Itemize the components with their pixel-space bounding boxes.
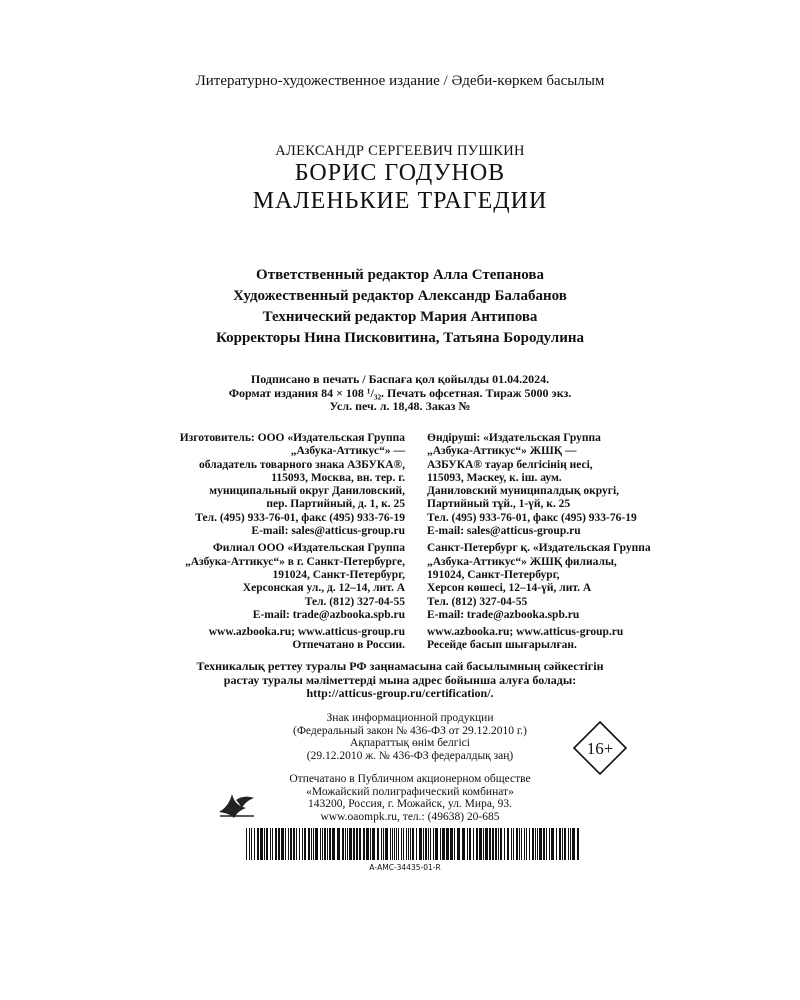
barcode-bar — [479, 828, 482, 860]
barcode-bar — [492, 828, 494, 860]
certification-url: http://atticus-group.ru/certification/. — [306, 686, 494, 700]
address-line: Херсон көшесі, 12–14-үй, лит. А — [427, 582, 592, 595]
barcode-bar — [549, 828, 550, 860]
phone-line: Тел. (812) 327-04-55 — [304, 595, 405, 608]
address-line: АЗБУКА® тауар белгісінің иесі, — [427, 458, 593, 471]
barcode-bar — [359, 828, 361, 860]
barcode-bar — [495, 828, 497, 860]
age-rating-badge — [572, 720, 628, 776]
barcode-bar — [353, 828, 355, 860]
barcode-bar — [435, 828, 438, 860]
barcode-bar — [285, 828, 286, 860]
barcode-bar — [423, 828, 424, 860]
email-line: E-mail: trade@azbooka.spb.ru — [427, 608, 580, 621]
barcode-bar — [529, 828, 530, 860]
barcode-bar — [498, 828, 499, 860]
barcode-bar — [293, 828, 295, 860]
phone-line: Тел. (495) 933-76-01, факс (495) 933-76-19 — [195, 511, 405, 524]
barcode-bar — [313, 828, 314, 860]
address-line: 191024, Санкт-Петербург, — [272, 568, 405, 581]
barcode-bar — [304, 828, 306, 860]
barcode-bar — [266, 828, 268, 860]
barcode-text: А-АМС-34435-01-R — [369, 863, 441, 872]
sign-line: Знак информационной продукции — [326, 712, 494, 724]
address-line: „Азбука-Аттикус“» в г. Санкт-Петербурге, — [184, 555, 405, 568]
barcode-bar — [572, 828, 575, 860]
website-line: www.azbooka.ru; www.atticus-group.ru — [208, 626, 405, 639]
barcode-bar — [403, 828, 404, 860]
address-line: 191024, Санкт-Петербург, — [427, 568, 560, 581]
barcode-bar — [370, 828, 371, 860]
address-line: муниципальный округ Даниловский, — [209, 485, 405, 498]
barcode-bar — [390, 828, 391, 860]
barcode-bar — [377, 828, 379, 860]
barcode-bar — [489, 828, 491, 860]
barcode-bar — [398, 828, 399, 860]
barcode-bar — [504, 828, 505, 860]
book-title-1: БОРИС ГОДУНОВ — [294, 160, 506, 186]
barcode-bar — [290, 828, 292, 860]
barcode-bar — [570, 828, 571, 860]
barcode-bar — [524, 828, 525, 860]
address-line: Херсонская ул., д. 12–14, лит. А — [242, 582, 405, 595]
barcode-bar — [564, 828, 566, 860]
barcode-bar — [577, 828, 579, 860]
barcode-bar — [254, 828, 255, 860]
barcode-bar — [526, 828, 527, 860]
barcode-bar — [320, 828, 321, 860]
barcode-bar — [428, 828, 429, 860]
barcode-bar — [311, 828, 312, 860]
barcode-bar — [469, 828, 471, 860]
barcode-bar — [372, 828, 375, 860]
manufacturer-ru — [105, 432, 405, 657]
barcode-bar — [363, 828, 365, 860]
manufacturer-ru-main — [105, 432, 405, 538]
barcode-bar — [272, 828, 273, 860]
barcode-bar — [513, 828, 514, 860]
barcode-bar — [278, 828, 280, 860]
barcode-bar — [260, 828, 263, 860]
phone-line: Тел. (495) 933-76-01, факс (495) 933-76-19 — [427, 511, 637, 524]
barcode-bar — [302, 828, 303, 860]
barcode-bar — [385, 828, 388, 860]
barcode-bar — [383, 828, 384, 860]
address-line: обладатель товарного знака АЗБУКА®, — [198, 458, 405, 471]
credit-technical-editor: Технический редактор Мария Антипова — [262, 309, 538, 325]
barcode-bar — [406, 828, 407, 860]
plant-line: Отпечатано в Публичном акционерном обществе — [289, 773, 531, 785]
address-line: Изготовитель: ООО «Издательская Группа — [179, 432, 405, 444]
manufacturer-ru-branch — [105, 542, 405, 622]
barcode-bar — [394, 828, 395, 860]
address-line: Филиал ООО «Издательская Группа — [212, 542, 405, 555]
barcode-bar — [408, 828, 409, 860]
barcode-bar — [381, 828, 382, 860]
manufacturer-kz-branch — [427, 542, 727, 622]
age-rating-text: 16+ — [586, 739, 614, 758]
barcode-bar — [454, 828, 455, 860]
address-line: 115093, Мәскеу, к. іш. аум. — [427, 471, 562, 484]
author-name: АЛЕКСАНДР СЕРГЕЕВИЧ ПУШКИН — [275, 143, 525, 159]
barcode — [246, 828, 580, 860]
email-line: E-mail: sales@atticus-group.ru — [251, 525, 405, 538]
barcode-bar — [412, 828, 414, 860]
barcode-bar — [519, 828, 520, 860]
barcode-bar — [410, 828, 411, 860]
plant-line: «Можайский полиграфический комбинат» — [306, 785, 514, 798]
barcode-bar — [349, 828, 352, 860]
barcode-bar — [433, 828, 434, 860]
sign-line: (29.12.2010 ж. № 436-ФЗ федералдық заң) — [306, 749, 514, 762]
print-signed: Подписано в печать / Баспаға қол қойылды 01.04.2024. — [250, 372, 550, 386]
barcode-bar — [457, 828, 460, 860]
barcode-bar — [462, 828, 465, 860]
address-line: Партийный тұй., 1-үй, к. 25 — [427, 498, 571, 511]
barcode-bar — [337, 828, 340, 860]
barcode-bar — [559, 828, 561, 860]
barcode-bar — [246, 828, 247, 860]
barcode-bar — [270, 828, 271, 860]
barcode-bar — [392, 828, 393, 860]
printed-in-line: Ресейде басып шығарылған. — [427, 639, 577, 652]
address-line: 115093, Москва, вн. тер. г. — [271, 471, 405, 484]
manufacturer-kz-main — [427, 432, 727, 538]
info-product-sign — [255, 712, 565, 762]
barcode-bar — [500, 828, 502, 860]
barcode-bar — [543, 828, 545, 860]
barcode-bar — [440, 828, 441, 860]
address-line: пер. Партийный, д. 1, к. 25 — [266, 498, 405, 511]
address-line: „Азбука-Аттикус“» — — [290, 445, 405, 458]
barcode-bar — [329, 828, 331, 860]
barcode-bar — [332, 828, 335, 860]
barcode-bar — [507, 828, 509, 860]
barcode-bar — [366, 828, 369, 860]
barcode-bar — [450, 828, 453, 860]
barcode-bar — [568, 828, 569, 860]
plant-line: 143200, Россия, г. Можайск, ул. Мира, 93. — [307, 798, 513, 811]
printed-in-line: Отпечатано в России. — [292, 639, 405, 652]
address-line: Даниловский муниципалдық округі, — [427, 485, 620, 498]
barcode-bar — [516, 828, 518, 860]
barcode-bar — [476, 828, 478, 860]
barcode-bar — [296, 828, 297, 860]
barcode-bar — [562, 828, 563, 860]
address-line: „Азбука-Аттикус“» ЖШҚ — — [427, 445, 577, 458]
credit-art-editor: Художественный редактор Александр Балабанов — [233, 288, 567, 304]
edition-type-header: Литературно-художественное издание / Әдеби-көркем басылым — [195, 73, 605, 89]
barcode-bar — [308, 828, 310, 860]
manufacturer-kz-web — [427, 626, 727, 653]
barcode-bar — [483, 828, 484, 860]
barcode-bar — [521, 828, 522, 860]
barcode-bar — [485, 828, 488, 860]
print-info — [0, 373, 800, 414]
barcode-bar — [345, 828, 346, 860]
barcode-bar — [315, 828, 318, 860]
barcode-bar — [356, 828, 358, 860]
sign-line: Ақпараттық өнім белгісі — [350, 737, 470, 750]
phone-line: Тел. (812) 327-04-55 — [427, 595, 528, 608]
email-line: E-mail: sales@atticus-group.ru — [427, 525, 581, 538]
book-title-2: МАЛЕНЬКИЕ ТРАГЕДИИ — [252, 188, 548, 214]
barcode-bar — [446, 828, 449, 860]
barcode-bar — [419, 828, 422, 860]
manufacturer-ru-web — [105, 626, 405, 653]
credit-proofreaders: Корректоры Нина Писковитина, Татьяна Бородулина — [215, 330, 585, 346]
manufacturer-kz — [427, 432, 727, 657]
barcode-bar — [322, 828, 323, 860]
barcode-bar — [546, 828, 547, 860]
tech-line: Техникалық реттеу туралы РФ заңнамасына сай басылымның сәйкестігін — [196, 659, 604, 673]
barcode-bar — [537, 828, 538, 860]
address-line: Санкт-Петербург қ. «Издательская Группа — [427, 542, 651, 555]
barcode-bar — [551, 828, 554, 860]
barcode-bar — [251, 828, 252, 860]
barcode-bar — [275, 828, 277, 860]
barcode-bar — [288, 828, 289, 860]
credit-responsible-editor: Ответственный редактор Алла Степанова — [256, 267, 544, 283]
sign-line: (Федеральный закон № 436-ФЗ от 29.12.2010 г.) — [293, 724, 527, 737]
barcode-bar — [327, 828, 328, 860]
tech-regulation-note — [0, 660, 800, 701]
address-line: Өндіруші: «Издательская Группа — [427, 432, 601, 444]
barcode-bar — [442, 828, 445, 860]
barcode-bar — [416, 828, 417, 860]
barcode-bar — [430, 828, 431, 860]
barcode-bar — [401, 828, 402, 860]
barcode-bar — [324, 828, 326, 860]
barcode-bar — [249, 828, 250, 860]
editorial-credits — [0, 265, 800, 349]
barcode-bar — [425, 828, 427, 860]
barcode-bar — [556, 828, 557, 860]
address-line: „Азбука-Аттикус“» ЖШҚ филиалы, — [427, 555, 617, 568]
printing-house-info — [240, 773, 580, 823]
barcode-bar — [396, 828, 397, 860]
barcode-bar — [511, 828, 512, 860]
barcode-bar — [281, 828, 284, 860]
website-line: www.azbooka.ru; www.atticus-group.ru — [427, 626, 624, 639]
barcode-bar — [539, 828, 542, 860]
barcode-bar — [347, 828, 348, 860]
barcode-bar — [342, 828, 344, 860]
barcode-bar — [257, 828, 259, 860]
print-format: Формат издания 84 × 108 ¹/₃₂. Печать офсетная. Тираж 5000 экз. — [228, 385, 572, 400]
barcode-bar — [473, 828, 474, 860]
print-sheets: Усл. печ. л. 18,48. Заказ № — [329, 399, 471, 413]
email-line: E-mail: trade@azbooka.spb.ru — [252, 608, 405, 621]
barcode-bar — [535, 828, 536, 860]
barcode-bar — [299, 828, 300, 860]
plant-line: www.oaompk.ru, тел.: (49638) 20-685 — [320, 810, 500, 823]
barcode-bar — [532, 828, 534, 860]
barcode-bar — [264, 828, 265, 860]
barcode-bar — [467, 828, 468, 860]
tech-line: растау туралы мәліметтерді мына адрес бойынша алуға болады: — [223, 672, 577, 687]
